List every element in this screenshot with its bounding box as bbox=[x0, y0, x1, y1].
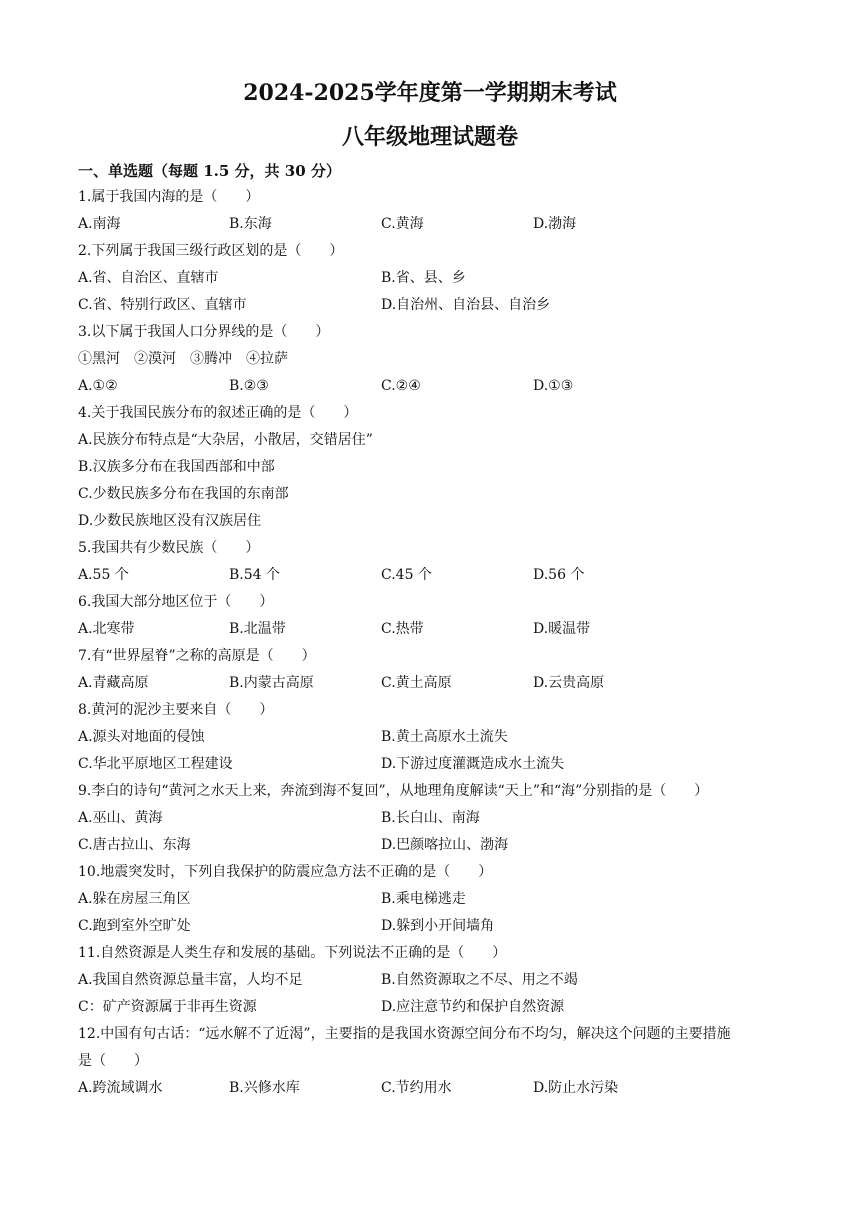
option: B.②③ bbox=[229, 378, 269, 394]
option: A.我国自然资源总量丰富，人均不足 bbox=[78, 972, 303, 988]
section-heading: 一、单选题（每题 1.5 分，共 30 分） bbox=[78, 162, 341, 180]
option: C.华北平原地区工程建设 bbox=[78, 756, 233, 772]
question-stem: 2.下列属于我国三级行政区划的是（ ） bbox=[78, 243, 344, 259]
question-stem: 5.我国共有少数民族（ ） bbox=[78, 540, 260, 556]
option: C.唐古拉山、东海 bbox=[78, 837, 191, 853]
exam-title: 2024-2025学年度第一学期期末考试 bbox=[243, 80, 617, 106]
option: D.防止水污染 bbox=[533, 1080, 619, 1096]
question-stem: 6.我国大部分地区位于（ ） bbox=[78, 594, 274, 610]
option: B.省、县、乡 bbox=[381, 270, 466, 286]
question-stem: 7.有“世界屋脊”之称的高原是（ ） bbox=[78, 648, 316, 664]
option: B.长白山、南海 bbox=[381, 810, 480, 826]
option: B.54 个 bbox=[229, 567, 281, 583]
option: B.乘电梯逃走 bbox=[381, 891, 466, 907]
question-stem: 4.关于我国民族分布的叙述正确的是（ ） bbox=[78, 405, 358, 421]
option: C.省、特别行政区、直辖市 bbox=[78, 297, 247, 313]
option: A.南海 bbox=[78, 216, 121, 232]
option: D.自治州、自治县、自治乡 bbox=[381, 297, 551, 313]
exam-subtitle: 八年级地理试题卷 bbox=[341, 124, 518, 150]
option: A.55 个 bbox=[78, 567, 129, 583]
option: D.①③ bbox=[533, 378, 574, 394]
question-note: ①黑河 ②漠河 ③腾冲 ④拉萨 bbox=[78, 351, 288, 367]
question-stem: 1.属于我国内海的是（ ） bbox=[78, 189, 260, 205]
option: D.渤海 bbox=[533, 216, 577, 232]
option: C.节约用水 bbox=[381, 1080, 452, 1096]
question-stem: 10.地震突发时，下列自我保护的防震应急方法不正确的是（ ） bbox=[78, 864, 493, 880]
option: C.少数民族多分布在我国的东南部 bbox=[78, 486, 289, 502]
option: A.青藏高原 bbox=[78, 675, 149, 691]
option: B.内蒙古高原 bbox=[229, 675, 314, 691]
option: A.躲在房屋三角区 bbox=[78, 891, 191, 907]
option: A.北寒带 bbox=[78, 621, 135, 637]
option: C.45 个 bbox=[381, 567, 432, 583]
option: C.热带 bbox=[381, 621, 424, 637]
option: D.暖温带 bbox=[533, 621, 591, 637]
option: D.下游过度灌溉造成水土流失 bbox=[381, 756, 565, 772]
option: C.黄海 bbox=[381, 216, 424, 232]
option: A.跨流域调水 bbox=[78, 1080, 163, 1096]
option: D.少数民族地区没有汉族居住 bbox=[78, 513, 262, 529]
option: B.汉族多分布在我国西部和中部 bbox=[78, 459, 275, 475]
option: D.56 个 bbox=[533, 567, 585, 583]
option: A.①② bbox=[78, 378, 118, 394]
option: D.巴颜喀拉山、渤海 bbox=[381, 837, 509, 853]
option: D.云贵高原 bbox=[533, 675, 605, 691]
option: B.黄土高原水土流失 bbox=[381, 729, 508, 745]
option: C.跑到室外空旷处 bbox=[78, 918, 191, 934]
option: B.兴修水库 bbox=[229, 1080, 300, 1096]
option: B.东海 bbox=[229, 216, 272, 232]
option: A.民族分布特点是“大杂居，小散居，交错居住” bbox=[78, 432, 373, 448]
option: A.源头对地面的侵蚀 bbox=[78, 729, 205, 745]
option: C：矿产资源属于非再生资源 bbox=[78, 999, 257, 1015]
option: A.巫山、黄海 bbox=[78, 810, 163, 826]
option: B.自然资源取之不尽、用之不竭 bbox=[381, 972, 578, 988]
option: C.②④ bbox=[381, 378, 421, 394]
option: B.北温带 bbox=[229, 621, 286, 637]
question-stem: 9.李白的诗句“黄河之水天上来，奔流到海不复回”，从地理角度解读“天上”和“海”分别指的是（ ） bbox=[78, 783, 709, 799]
question-stem: 12.中国有句古话：“远水解不了近渴”，主要指的是我国水资源空间分布不均匀，解决这个问题的主要措施 bbox=[78, 1026, 731, 1042]
question-stem: 8.黄河的泥沙主要来自（ ） bbox=[78, 702, 274, 718]
question-stem-continued: 是（ ） bbox=[78, 1053, 148, 1069]
question-stem: 11.自然资源是人类生存和发展的基础。下列说法不正确的是（ ） bbox=[78, 945, 507, 961]
option: D.应注意节约和保护自然资源 bbox=[381, 999, 565, 1015]
option: A.省、自治区、直辖市 bbox=[78, 270, 219, 286]
question-stem: 3.以下属于我国人口分界线的是（ ） bbox=[78, 324, 330, 340]
option: C.黄土高原 bbox=[381, 675, 452, 691]
option: D.躲到小开间墙角 bbox=[381, 918, 495, 934]
